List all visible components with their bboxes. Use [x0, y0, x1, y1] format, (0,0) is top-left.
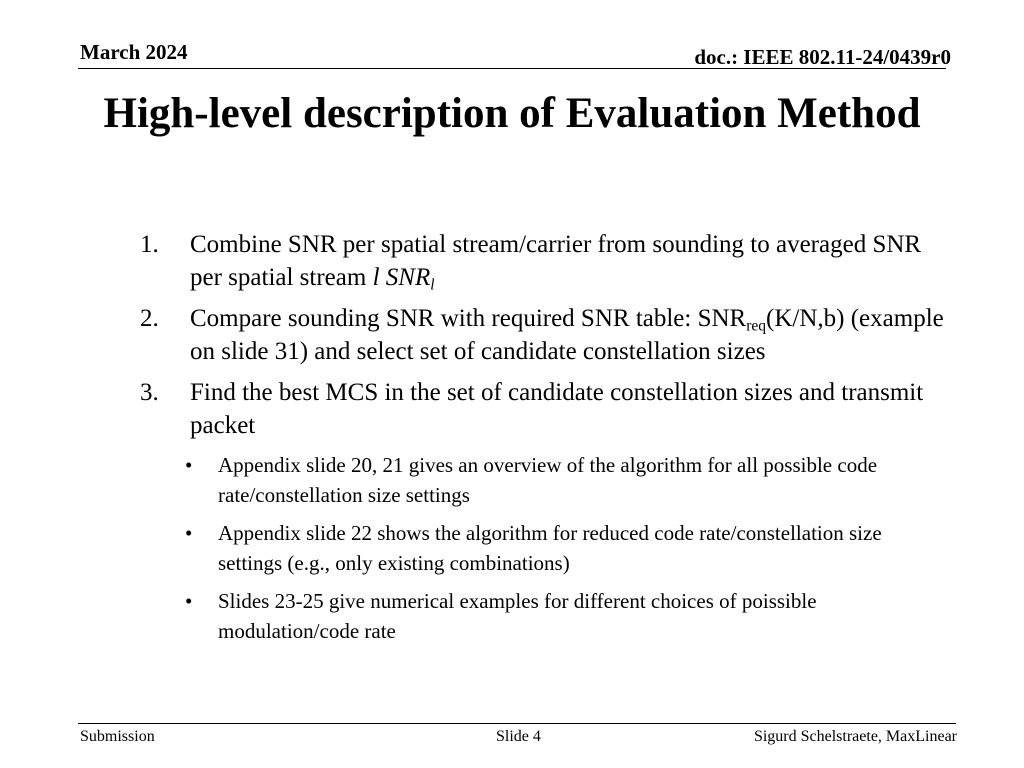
footer-author: Sigurd Schelstraete, MaxLinear: [753, 728, 957, 745]
footer-submission: Submission: [80, 728, 155, 745]
list-number: 1.: [140, 231, 159, 258]
bullet-icon: •: [185, 521, 193, 545]
header-doc-id: doc.: IEEE 802.11-24/0439r0: [694, 45, 951, 69]
bullet-item: • Slides 23-25 give numerical examples for different choices of poissible modulation/code rate: [140, 586, 950, 646]
numbered-list: [140, 228, 950, 654]
header-divider: [78, 68, 946, 69]
list-item-1: [140, 228, 950, 294]
list-item-text: Compare sounding SNR with required SNR table: $SNR_{req}(K/N,b)$ (example on slide 31) and select set of candidate constellation sizes: [190, 305, 944, 365]
list-number: 3.: [140, 379, 159, 406]
slide-title: High-level description of Evaluation Method: [103, 90, 921, 137]
list-item-text: Find the best MCS in the set of candidate constellation sizes and transmit packet: [190, 379, 924, 439]
list-item-2: [140, 302, 950, 368]
bullet-icon: •: [185, 453, 193, 477]
bullet-item: • Appendix slide 20, 21 gives an overview of the algorithm for all possible code rate/constellation size settings: [140, 450, 950, 510]
bullet-icon: •: [185, 589, 193, 613]
bullet-item: • Appendix slide 22 shows the algorithm for reduced code rate/constellation size settings (e.g., only existing combinations): [140, 518, 950, 578]
footer-slide-number: Slide 4: [496, 728, 541, 745]
list-item-text: Combine SNR per spatial stream/carrier from sounding to averaged SNR per spatial stream l $SNR_l$: [190, 231, 922, 294]
footer-divider: [78, 723, 956, 724]
list-item-3: [140, 376, 950, 442]
list-number: 2.: [140, 305, 159, 332]
bullet-list: [140, 450, 950, 646]
header-date: March 2024: [80, 40, 188, 64]
